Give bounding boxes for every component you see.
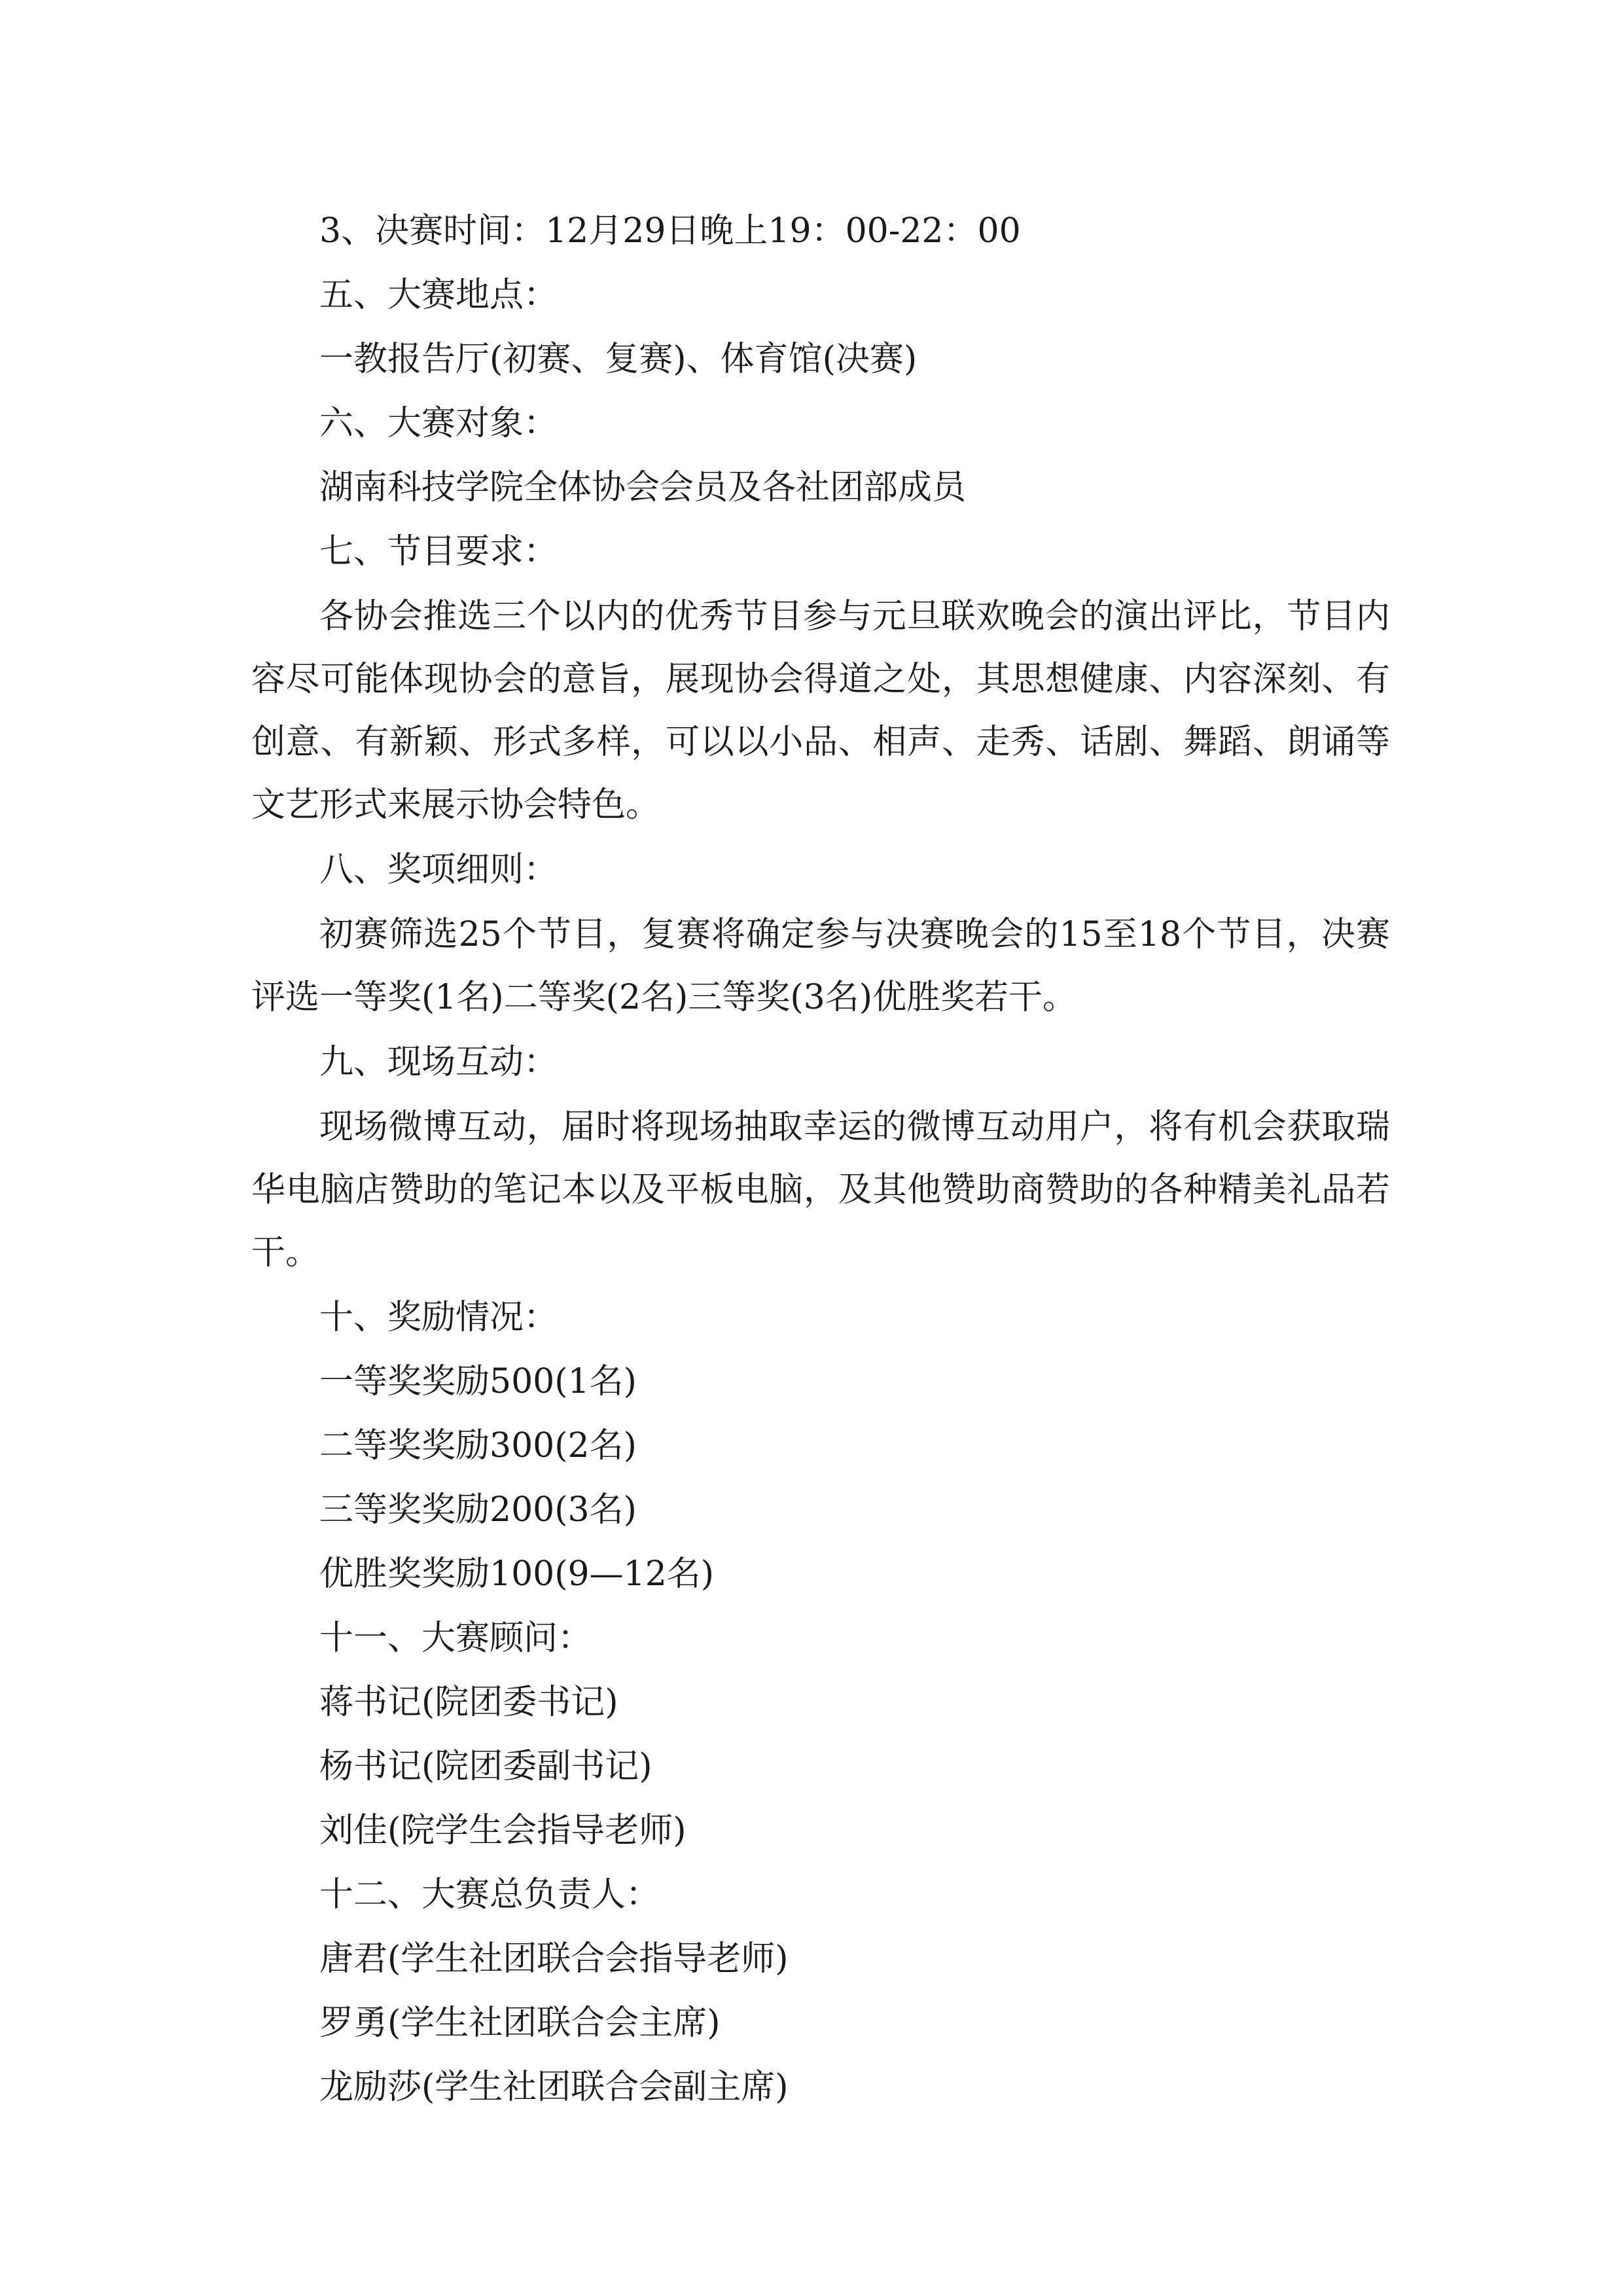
- document-body: [251, 199, 1390, 2119]
- heading-award-rules: 八、奖项细则：: [319, 850, 558, 889]
- advisor-item: 刘佳(院学生会指导老师): [319, 1811, 687, 1850]
- advisor-item: 蒋书记(院团委书记): [319, 1683, 618, 1722]
- final-time-line: 3、决赛时间：12月29日晚上19：00-22：00: [319, 211, 1021, 251]
- program-requirements-paragraph: 各协会推选三个以内的优秀节目参与元旦联欢晚会的演出评比，节目内容尽可能体现协会的意旨，展现协会得道之处，其思想健康、内容深刻、有创意、有新颖、形式多样，可以以小品、相声、走秀、话剧、舞蹈、朗诵等文艺形式来展示协会特色。: [251, 597, 1390, 825]
- reward-item: 二等奖奖励300(2名): [319, 1426, 637, 1465]
- reward-item: 一等奖奖励500(1名): [319, 1362, 637, 1401]
- reward-item: 优胜奖奖励100(9—12名): [319, 1554, 715, 1594]
- leader-item: 罗勇(学生社团联合会主席): [319, 2003, 721, 2043]
- interaction-paragraph: 现场微博互动，届时将现场抽取幸运的微博互动用户，将有机会获取瑞华电脑店赞助的笔记本以及平板电脑，及其他赞助商赞助的各种精美礼品若干。: [251, 1107, 1390, 1272]
- heading-leaders: 十二、大赛总负责人：: [319, 1875, 660, 1914]
- heading-advisors: 十一、大赛顾问：: [319, 1619, 592, 1658]
- participants-line: 湖南科技学院全体协会会员及各社团部成员: [319, 468, 967, 507]
- advisor-item: 杨书记(院团委副书记): [319, 1747, 652, 1786]
- heading-venue: 五、大赛地点：: [319, 276, 558, 315]
- leader-item: 龙励莎(学生社团联合会副主席): [319, 2068, 789, 2107]
- venue-line: 一教报告厅(初赛、复赛)、体育馆(决赛): [319, 340, 918, 379]
- heading-participants: 六、大赛对象：: [319, 404, 558, 443]
- reward-item: 三等奖奖励200(3名): [319, 1490, 637, 1530]
- heading-interaction: 九、现场互动：: [319, 1043, 558, 1082]
- heading-program-requirements: 七、节目要求：: [319, 532, 558, 571]
- leader-item: 唐君(学生社团联合会指导老师): [319, 1939, 789, 1979]
- award-rules-paragraph: 初赛筛选25个节目，复赛将确定参与决赛晚会的15至18个节目，决赛评选一等奖(1名)二等奖(2名)三等奖(3名)优胜奖若干。: [251, 915, 1390, 1017]
- heading-rewards: 十、奖励情况：: [319, 1298, 558, 1337]
